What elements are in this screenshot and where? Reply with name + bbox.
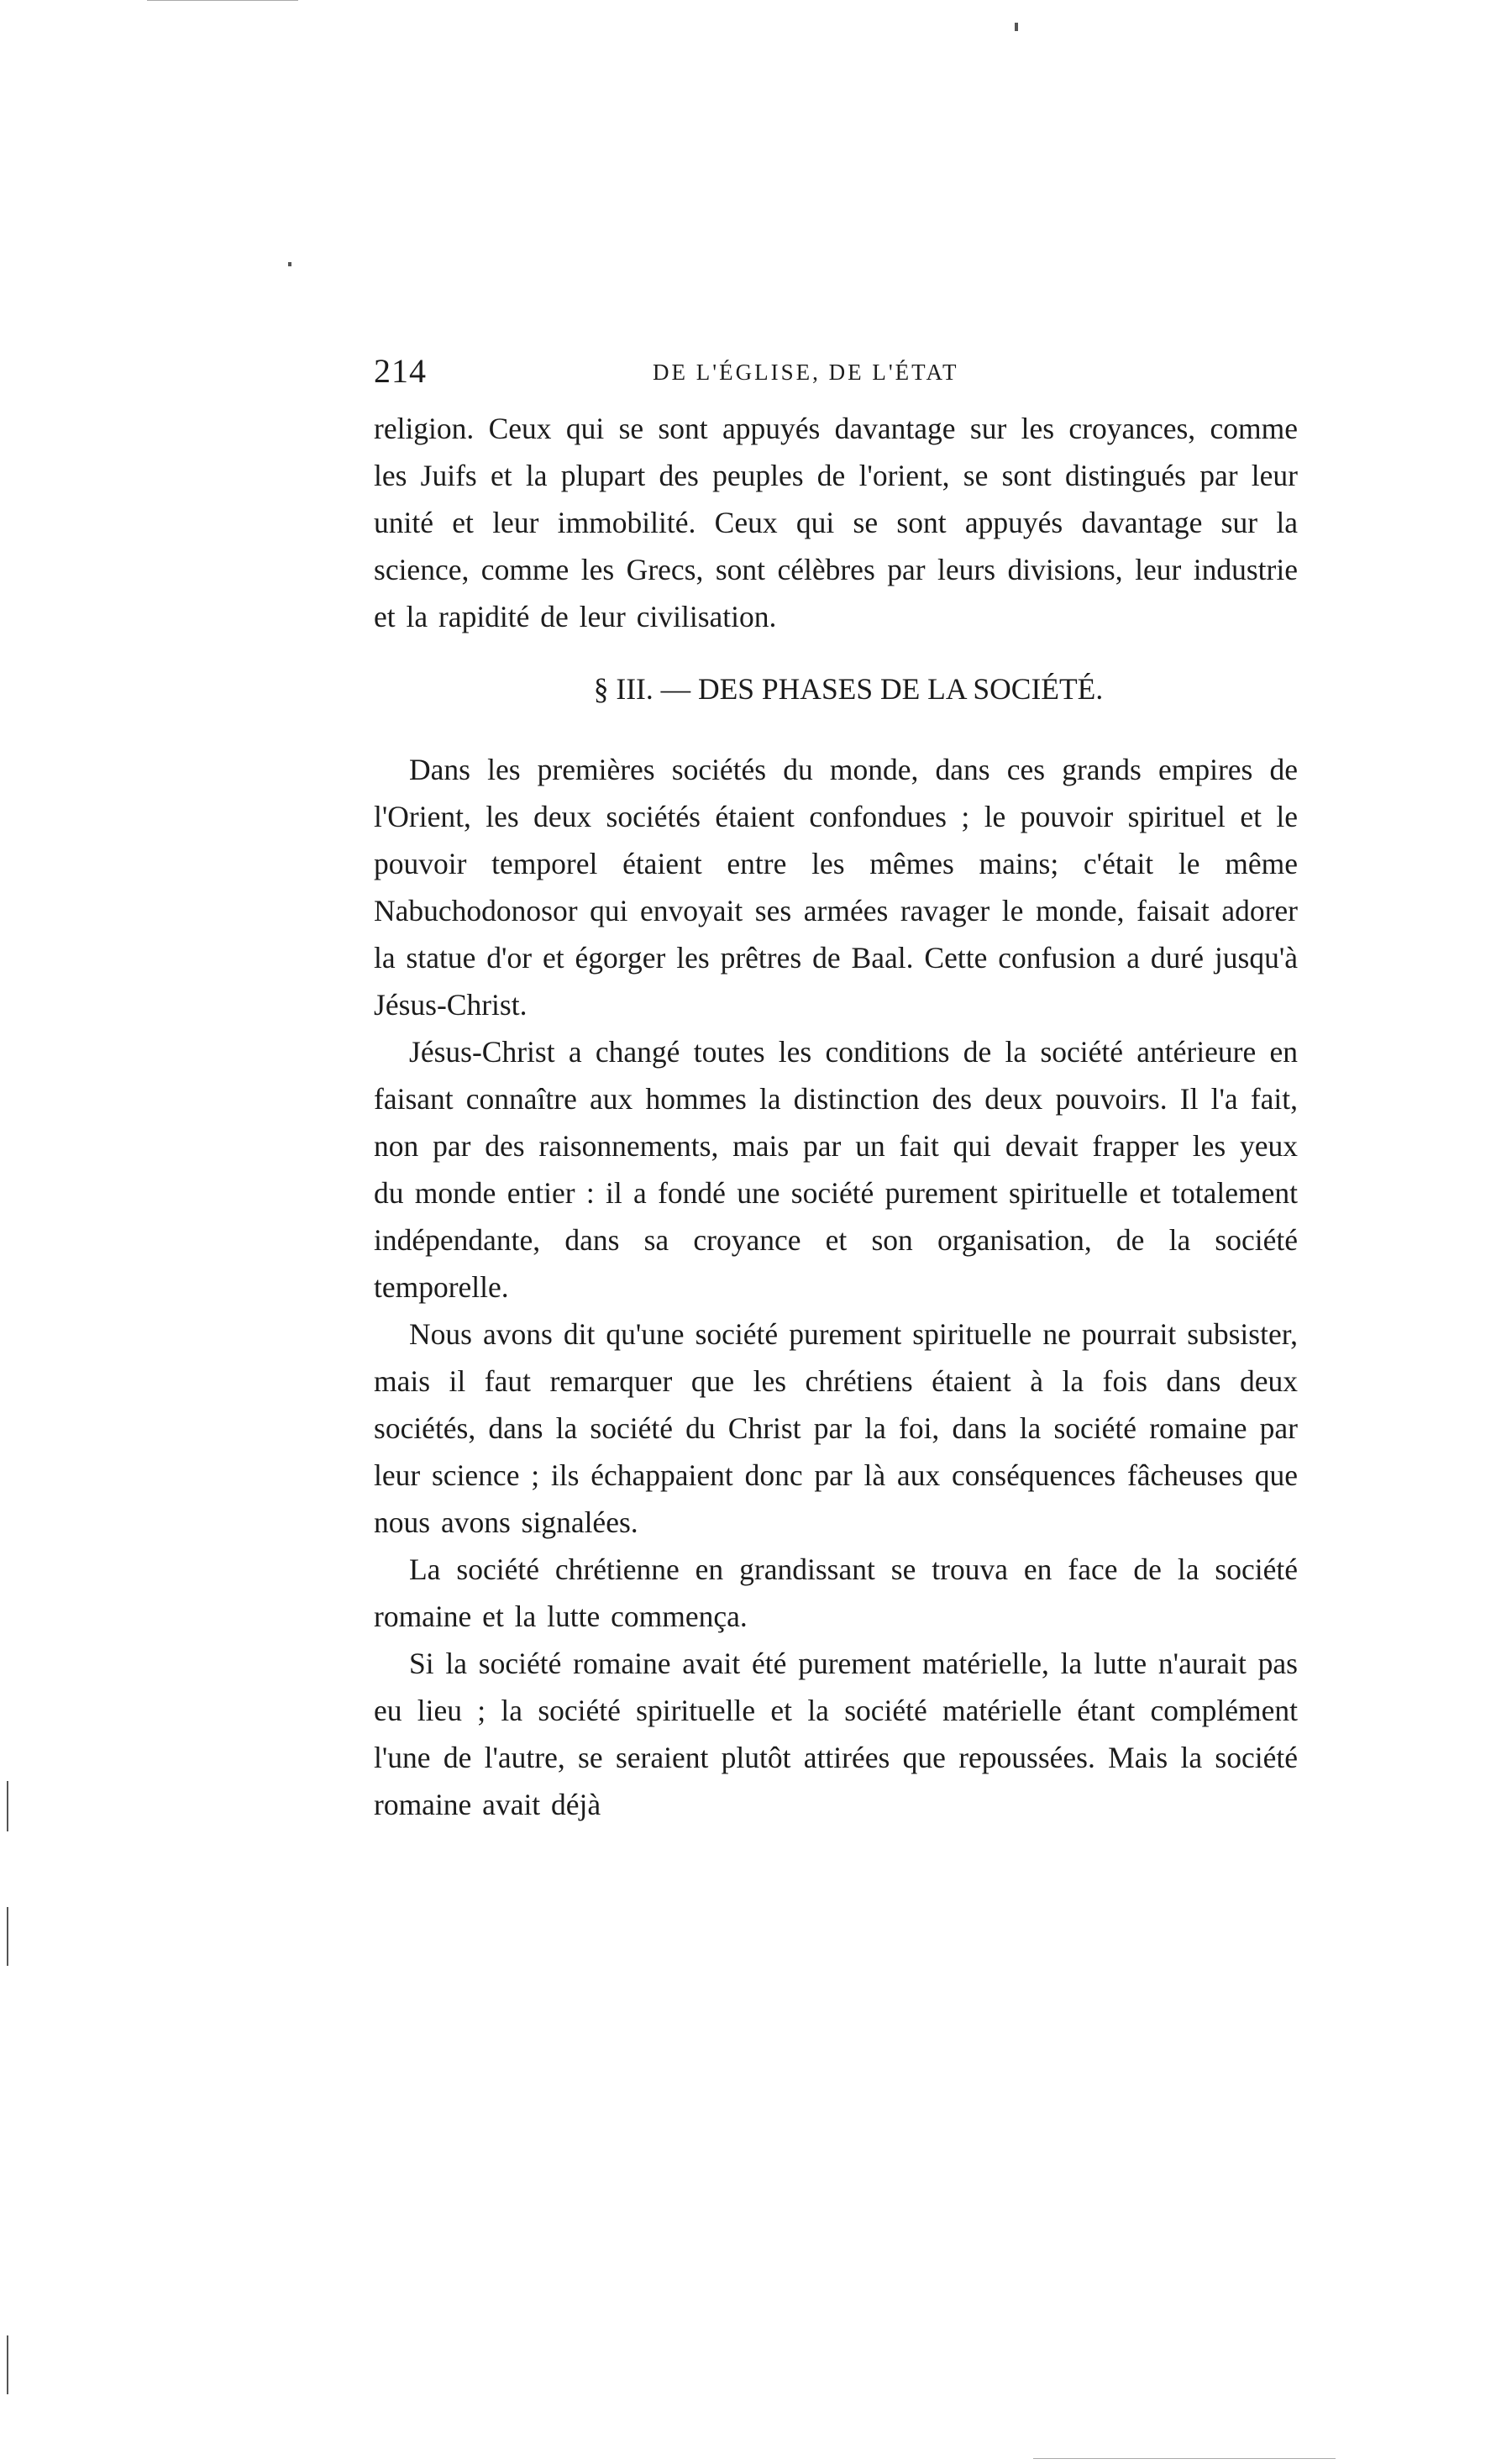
scan-mark bbox=[7, 2335, 8, 2394]
paragraph: Jésus-Christ a changé toutes les conditions de la société antérieure en faisant connaître aux hommes la distinction des deux pouvoirs. Il l'a fait, non par des raisonnements, mais par un fait qui devait frapper les yeux du monde entier : il a fondé une société purement spirituelle et totalement indépendante, dans sa croyance et son organisation, de la société temporelle. bbox=[374, 1035, 1298, 1304]
paragraph: Dans les premières sociétés du monde, dans ces grands empires de l'Orient, les deux sociétés étaient confondues ; le pouvoir spirituel et le pouvoir temporel étaient entre les mêmes mains; c'était le même Nabuchodonosor qui envoyait ses armées ravager le monde, faisait adorer la statue d'or et égorger les prêtres de Baal. Cette confusion a duré jusqu'à Jésus-Christ. bbox=[374, 753, 1298, 1022]
scan-mark bbox=[7, 1907, 8, 1966]
paragraph: Si la société romaine avait été purement matérielle, la lutte n'aurait pas eu lieu ; la société spirituelle et la société matérielle étant complément l'une de l'autre, se seraient plutôt attirées que repoussées. Mais la société romaine avait déjà bbox=[374, 1647, 1298, 1821]
scan-mark bbox=[1033, 2458, 1336, 2459]
running-head bbox=[374, 351, 1298, 393]
scan-mark bbox=[288, 262, 291, 266]
scan-mark bbox=[7, 1781, 8, 1831]
running-title: DE L'ÉGLISE, DE L'ÉTAT bbox=[653, 360, 959, 385]
paragraph: La société chrétienne en grandissant se trouva en face de la société romaine et la lutte commença. bbox=[374, 1552, 1298, 1633]
body-text bbox=[374, 405, 1298, 1828]
scan-mark bbox=[147, 0, 298, 1]
paragraph: Nous avons dit qu'une société purement spirituelle ne pourrait subsister, mais il faut remarquer que les chrétiens étaient à la fois dans deux sociétés, dans la société du Christ par la foi, dans la société romaine par leur science ; ils échappaient donc par là aux conséquences fâcheuses que nous avons signalées. bbox=[374, 1317, 1298, 1539]
scan-mark bbox=[1015, 23, 1018, 31]
page-number: 214 bbox=[374, 352, 427, 390]
section-heading: § III. — DES PHASES DE LA SOCIÉTÉ. bbox=[593, 672, 1104, 706]
paragraph-continuation: religion. Ceux qui se sont appuyés davantage sur les croyances, comme les Juifs et la plupart des peuples de l'orient, se sont distingués par leur unité et leur immobilité. Ceux qui se sont appuyés davantage sur la science, comme les Grecs, sont célèbres par leurs divisions, leur industrie et la rapidité de leur civilisation. bbox=[374, 412, 1298, 633]
